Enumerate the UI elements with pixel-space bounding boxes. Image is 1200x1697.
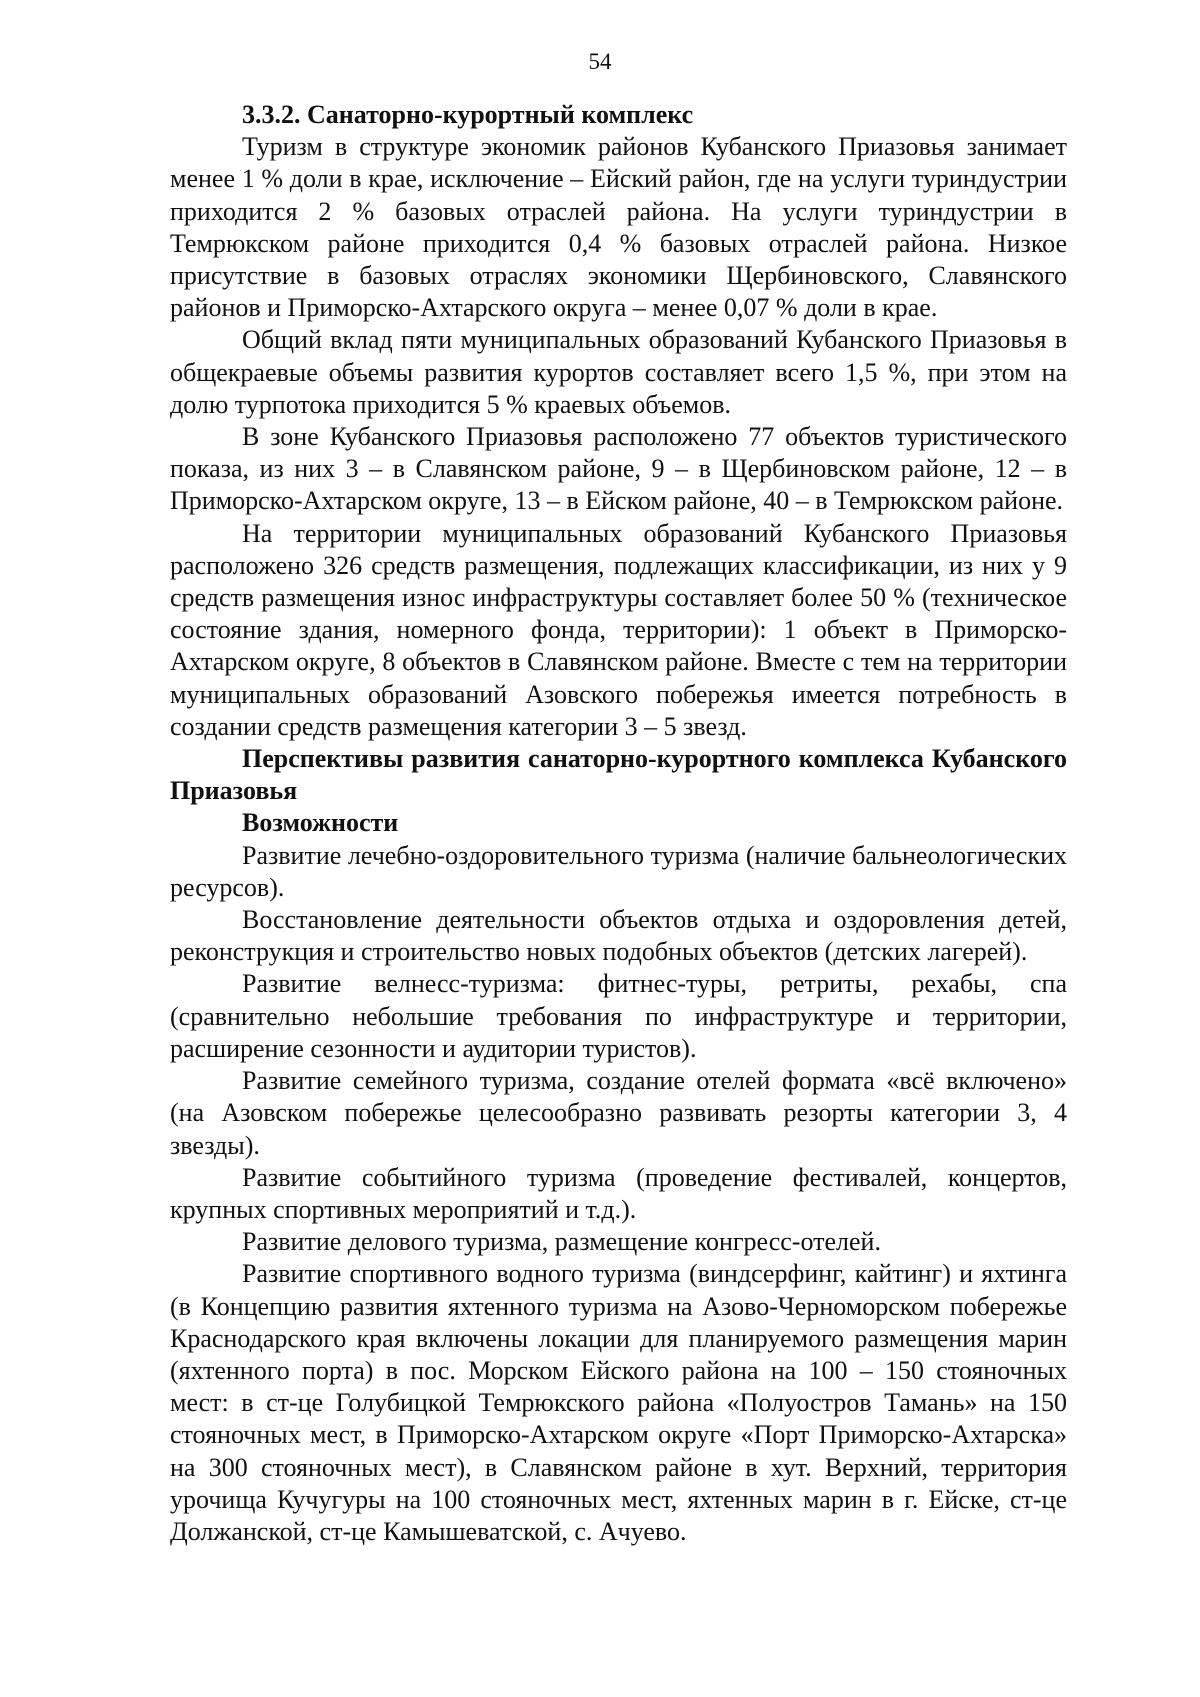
paragraph: Общий вклад пяти муниципальных образований Кубанского Приазовья в общекраевые объемы развития курортов составляет всего 1,5 %, при этом на долю турпотока приходится 5 % краевых объемов. bbox=[170, 325, 1067, 419]
section-heading: 3.3.2. Санаторно-курортный комплекс bbox=[242, 100, 694, 129]
perspectives-heading: Перспективы развития санаторно-курортного комплекса Кубанского Приазовья bbox=[170, 744, 1067, 806]
page-content bbox=[170, 99, 1067, 1548]
paragraph: Развитие событийного туризма (проведение фестивалей, концертов, крупных спортивных мероприятий и т.д.). bbox=[170, 1162, 1067, 1224]
paragraph: В зоне Кубанского Приазовья расположено 77 объектов туристического показа, из них 3 – в Славянском районе, 9 – в Щербиновском районе, 12 – в Приморско-Ахтарском округе, 13 – в Ейском районе, 40 – в Темрюкском районе. bbox=[170, 422, 1067, 516]
paragraph: Восстановление деятельности объектов отдыха и оздоровления детей, реконструкция и строительство новых подобных объектов (детских лагерей). bbox=[170, 905, 1067, 967]
opportunities-heading: Возможности bbox=[242, 808, 399, 838]
paragraph: Развитие велнесс-туризма: фитнес-туры, ретриты, рехабы, спа (сравнительно небольшие требования по инфраструктуре и территории, расширение сезонности и аудитории туристов). bbox=[170, 969, 1067, 1063]
paragraph: Развитие спортивного водного туризма (виндсерфинг, кайтинг) и яхтинга (в Концепцию развития яхтенного туризма на Азово-Черноморском побережье Краснодарского края включены локации для планируемого размещения марин (яхтенного порта) в пос. Морском Ейского района на 100 – 150 стояночных мест: в ст-це Голубицкой Темрюкского района «Полуостров Тамань» на 150 стояночных мест, в Приморско-Ахтарском округе «Порт Приморско-Ахтарска» на 300 стояночных мест), в Славянском районе в хут. Верхний, территория урочища Кучугуры на 100 стояночных мест, яхтенных марин в г. Ейске, ст-це Должанской, ст-це Камышеватской, с. Ачуево. bbox=[170, 1259, 1067, 1546]
paragraph: Туризм в структуре экономик районов Кубанского Приазовья занимает менее 1 % доли в крае, исключение – Ейский район, где на услуги туриндустрии приходится 2 % базовых отраслей района. На услуги туриндустрии в Темрюкском районе приходится 0,4 % базовых отраслей района. Низкое присутствие в базовых отраслях экономики Щербиновского, Славянского районов и Приморско-Ахтарского округа – менее 0,07 % доли в крае. bbox=[170, 132, 1067, 323]
page-number: 54 bbox=[588, 49, 612, 74]
paragraph: Развитие лечебно-оздоровительного туризма (наличие бальнеологических ресурсов). bbox=[170, 840, 1067, 902]
paragraph: Развитие семейного туризма, создание отелей формата «всё включено» (на Азовском побережье целесообразно развивать резорты категории 3, 4 звезды). bbox=[170, 1066, 1067, 1160]
paragraph: Развитие делового туризма, размещение конгресс-отелей. bbox=[242, 1227, 881, 1257]
paragraph: На территории муниципальных образований Кубанского Приазовья расположено 326 средств размещения, подлежащих классификации, из них у 9 средств размещения износ инфраструктуры составляет более 50 % (техническое состояние здания, номерного фонда, территории): 1 объект в Приморско-Ахтарском округе, 8 объектов в Славянском районе. Вместе с тем на территории муниципальных образований Азовского побережья имеется потребность в создании средств размещения категории 3 – 5 звезд. bbox=[170, 518, 1067, 741]
